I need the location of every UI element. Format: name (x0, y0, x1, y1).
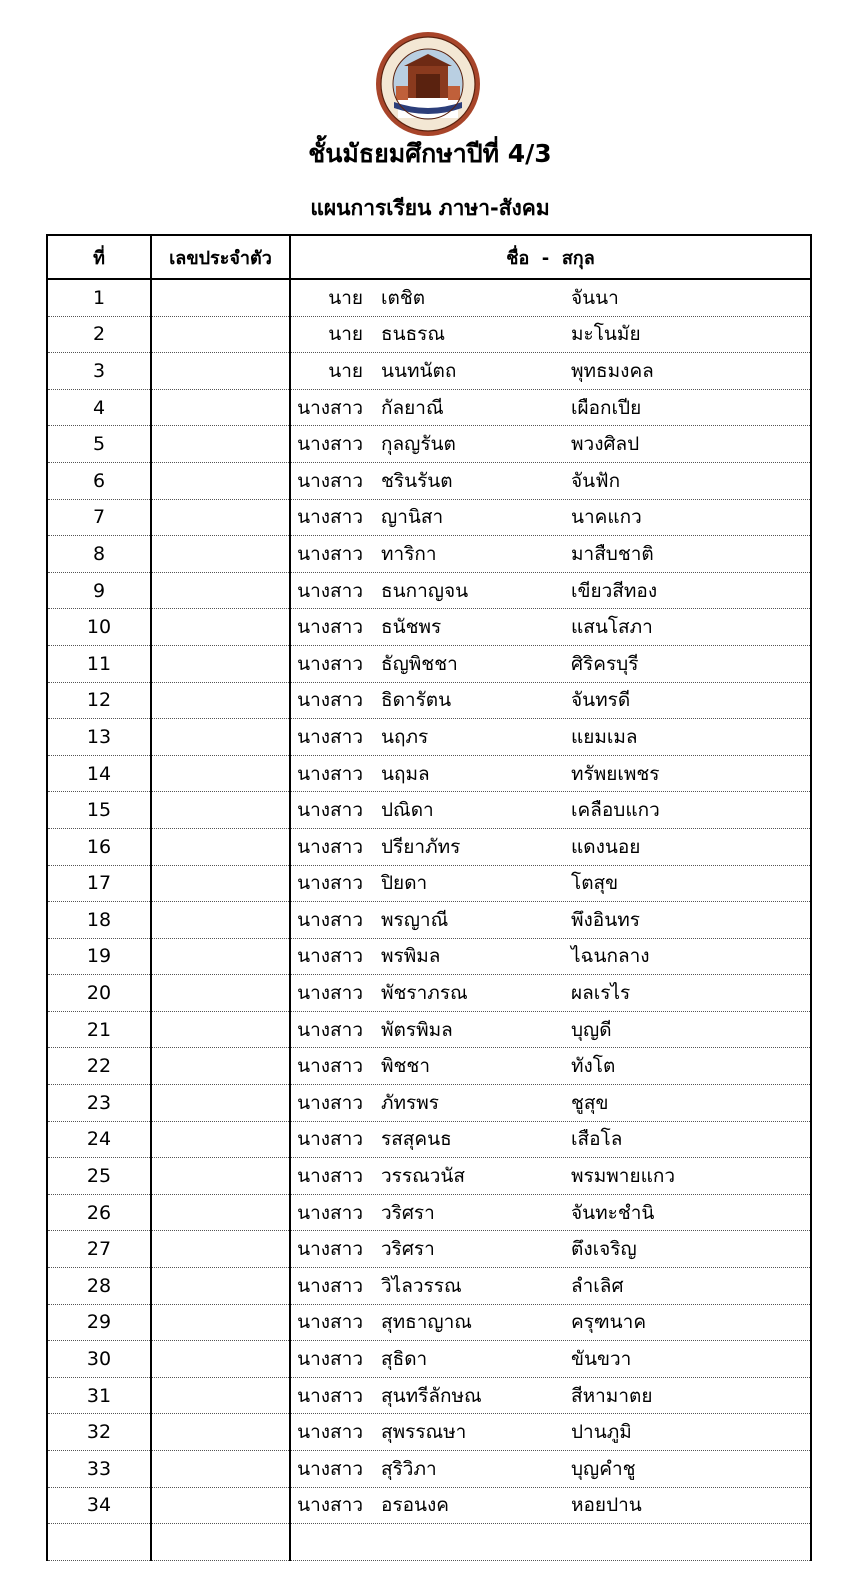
page-title: ชั้นมัธยมศึกษาปีที่ 4/3 (308, 139, 552, 168)
first-name: ชรินรันต (381, 469, 453, 492)
row-number: 13 (47, 719, 151, 756)
row-number: 14 (47, 755, 151, 792)
first-name: ธิดารัตน (381, 689, 452, 712)
name-cell (290, 1451, 811, 1488)
table-row (47, 1231, 811, 1268)
page-subtitle: แผนการเรียน ภาษา-สังคม (310, 196, 550, 220)
row-number: 31 (47, 1377, 151, 1414)
first-name: ธนัชพร (381, 616, 442, 639)
name-cell (290, 792, 811, 829)
name-prefix: นางสาว (297, 616, 363, 639)
name-prefix: นาย (328, 323, 363, 346)
name-cell (290, 572, 811, 609)
table-header-row (47, 235, 811, 279)
last-name: จันทะชำนิ (571, 1201, 655, 1224)
first-name: ธัญพิชชา (381, 652, 458, 675)
student-id-cell (151, 1121, 290, 1158)
name-prefix: นางสาว (297, 1494, 363, 1517)
row-number: 7 (47, 499, 151, 536)
name-prefix: นางสาว (297, 469, 363, 492)
row-number: 19 (47, 938, 151, 975)
last-name: ชูสุข (571, 1091, 609, 1114)
student-id-cell (151, 1377, 290, 1414)
first-name: พิชชา (381, 1055, 430, 1078)
name-prefix: นางสาว (297, 1018, 363, 1041)
name-prefix: นางสาว (297, 652, 363, 675)
name-prefix: นางสาว (297, 982, 363, 1005)
student-id-cell (151, 1304, 290, 1341)
first-name: ภัทรพร (381, 1091, 439, 1114)
row-number: 3 (47, 353, 151, 390)
first-name: ญานิสา (381, 506, 444, 529)
student-id-cell (151, 719, 290, 756)
table-row (47, 462, 811, 499)
table-row (47, 426, 811, 463)
name-cell (290, 389, 811, 426)
student-id-cell (151, 1268, 290, 1305)
last-name: เขียวสีทอง (571, 579, 658, 602)
table-row (47, 1304, 811, 1341)
name-cell (290, 426, 811, 463)
name-prefix: นางสาว (297, 396, 363, 419)
last-name: ทรัพยเพชร (571, 762, 660, 785)
last-name: มะโนมัย (571, 323, 641, 346)
name-prefix: นาย (328, 286, 363, 309)
first-name: เตชิต (381, 286, 426, 309)
name-prefix: นางสาว (297, 1055, 363, 1078)
last-name: ปานภูมิ (571, 1421, 632, 1444)
first-name: สุนทรีลักษณ (381, 1384, 482, 1407)
last-name: บุญคำชู (571, 1457, 636, 1480)
row-number: 24 (47, 1121, 151, 1158)
first-name: นนทนัตถ (381, 359, 457, 382)
student-id-cell (151, 1414, 290, 1451)
table-row (47, 1414, 811, 1451)
name-prefix: นางสาว (297, 1311, 363, 1334)
name-prefix: นางสาว (297, 799, 363, 822)
row-number: 18 (47, 902, 151, 939)
first-name: สุพรรณษา (381, 1421, 467, 1444)
name-prefix: นางสาว (297, 945, 363, 968)
name-cell (290, 1341, 811, 1378)
name-prefix: นางสาว (297, 506, 363, 529)
student-id-cell (151, 1048, 290, 1085)
last-name: พึงอินทร (571, 908, 640, 931)
last-name: จันทรดี (571, 689, 631, 712)
name-cell (290, 1377, 811, 1414)
name-cell (290, 828, 811, 865)
name-cell (290, 645, 811, 682)
last-name: โตสุข (571, 872, 619, 895)
student-roster-table (46, 234, 812, 1561)
student-id-cell (151, 938, 290, 975)
row-number: 1 (47, 279, 151, 316)
name-cell (290, 1414, 811, 1451)
name-prefix: นางสาว (297, 872, 363, 895)
table-row (47, 389, 811, 426)
first-name: รสสุคนธ (381, 1128, 452, 1151)
last-name: พรมพายแกว (571, 1165, 675, 1188)
name-prefix: นางสาว (297, 1274, 363, 1297)
name-cell (290, 902, 811, 939)
first-name: นฤมล (381, 762, 430, 785)
table-row (47, 1048, 811, 1085)
name-prefix: นางสาว (297, 1384, 363, 1407)
name-prefix: นางสาว (297, 579, 363, 602)
table-row (47, 1451, 811, 1488)
table-row (47, 828, 811, 865)
name-cell (290, 609, 811, 646)
last-name: จันฟัก (571, 469, 621, 492)
table-row (47, 536, 811, 573)
header-no: ที่ (47, 235, 151, 279)
name-cell (290, 975, 811, 1012)
name-prefix: นางสาว (297, 762, 363, 785)
table-row (47, 499, 811, 536)
name-cell (290, 462, 811, 499)
last-name: หอยปาน (571, 1494, 642, 1517)
name-cell (290, 938, 811, 975)
student-id-cell (151, 572, 290, 609)
name-prefix: นางสาว (297, 542, 363, 565)
first-name: วรรณวนัส (381, 1165, 465, 1188)
last-name: มาสืบชาติ (571, 542, 654, 565)
last-name: ผลเรไร (571, 982, 631, 1005)
name-cell (290, 316, 811, 353)
row-number: 15 (47, 792, 151, 829)
first-name: สุธิดา (381, 1348, 428, 1371)
row-number: 28 (47, 1268, 151, 1305)
name-prefix: นางสาว (297, 433, 363, 456)
name-cell (290, 536, 811, 573)
name-cell (290, 1194, 811, 1231)
last-name: แดงนอย (571, 835, 641, 858)
student-id-cell (151, 426, 290, 463)
table-row (47, 975, 811, 1012)
first-name: สุริวิภา (381, 1457, 437, 1480)
student-id-cell (151, 1194, 290, 1231)
student-id-cell (151, 828, 290, 865)
table-row (47, 1158, 811, 1195)
row-number: 17 (47, 865, 151, 902)
table-row (47, 755, 811, 792)
row-number: 12 (47, 682, 151, 719)
table-row (47, 1121, 811, 1158)
name-cell (290, 499, 811, 536)
first-name: ทาริกา (381, 542, 437, 565)
row-number: 10 (47, 609, 151, 646)
student-id-cell (151, 389, 290, 426)
last-name: พวงศิลป (571, 433, 640, 456)
name-cell (290, 353, 811, 390)
student-id-cell (151, 682, 290, 719)
student-id-cell (151, 499, 290, 536)
last-name: ศิริครบุรี (571, 652, 639, 675)
last-name: ครุฑนาค (571, 1311, 647, 1334)
name-prefix: นางสาว (297, 1348, 363, 1371)
first-name: ปิยดา (381, 872, 428, 895)
name-prefix: นางสาว (297, 689, 363, 712)
table-row (47, 1085, 811, 1122)
name-cell (290, 1268, 811, 1305)
student-id-cell (151, 902, 290, 939)
row-number (47, 1524, 151, 1561)
name-cell (290, 1304, 811, 1341)
row-number: 32 (47, 1414, 151, 1451)
name-cell (290, 1085, 811, 1122)
row-number: 9 (47, 572, 151, 609)
name-prefix: นางสาว (297, 1201, 363, 1224)
name-prefix: นางสาว (297, 835, 363, 858)
last-name: แยมเมล (571, 725, 638, 748)
first-name: พรพิมล (381, 945, 441, 968)
last-name: ลำเลิศ (571, 1274, 624, 1297)
row-number: 4 (47, 389, 151, 426)
last-name: จันนา (571, 286, 619, 309)
name-prefix: นางสาว (297, 908, 363, 931)
student-id-cell (151, 536, 290, 573)
row-number: 5 (47, 426, 151, 463)
name-cell (290, 755, 811, 792)
name-prefix: นางสาว (297, 1091, 363, 1114)
first-name: วิไลวรรณ (381, 1274, 462, 1297)
first-name: กัลยาณี (381, 396, 444, 419)
first-name: วริศรา (381, 1201, 435, 1224)
row-number: 11 (47, 645, 151, 682)
table-row (47, 719, 811, 756)
name-cell (290, 1231, 811, 1268)
first-name: ปรียาภัทร (381, 835, 461, 858)
table-row (47, 572, 811, 609)
first-name: อรอนงค (381, 1494, 450, 1517)
row-number: 27 (47, 1231, 151, 1268)
last-name: ไฉนกลาง (571, 945, 650, 968)
table-row (47, 279, 811, 316)
table-row (47, 1377, 811, 1414)
student-id-cell (151, 1341, 290, 1378)
row-number: 21 (47, 1011, 151, 1048)
first-name: พรญาณี (381, 908, 449, 931)
name-cell (290, 865, 811, 902)
last-name: ทังโต (571, 1055, 616, 1078)
student-id-cell (151, 1011, 290, 1048)
row-number: 29 (47, 1304, 151, 1341)
last-name: พุทธมงคล (571, 359, 654, 382)
last-name: เคลือบแกว (571, 799, 660, 822)
table-row (47, 645, 811, 682)
name-cell (290, 1487, 811, 1524)
name-prefix: นาย (328, 359, 363, 382)
first-name: ธนธรณ (381, 323, 446, 346)
student-id-cell (151, 865, 290, 902)
last-name: แสนโสภา (571, 616, 653, 639)
row-number: 33 (47, 1451, 151, 1488)
table-row (47, 316, 811, 353)
table-row (47, 353, 811, 390)
name-prefix: นางสาว (297, 1238, 363, 1261)
row-number: 30 (47, 1341, 151, 1378)
student-id-cell (151, 279, 290, 316)
first-name: ปณิดา (381, 799, 434, 822)
header-name: ชื่อ - สกุล (290, 235, 811, 279)
student-id-cell (151, 462, 290, 499)
last-name: ขันขวา (571, 1348, 632, 1371)
name-cell (290, 1011, 811, 1048)
table-row (47, 902, 811, 939)
table-row (47, 1194, 811, 1231)
student-id-cell (151, 755, 290, 792)
student-id-cell (151, 353, 290, 390)
student-id-cell (151, 1085, 290, 1122)
student-id-cell (151, 609, 290, 646)
first-name: สุทธาญาณ (381, 1311, 472, 1334)
name-cell (290, 1158, 811, 1195)
row-number: 6 (47, 462, 151, 499)
table-row (47, 1011, 811, 1048)
table-row (47, 1341, 811, 1378)
student-id-cell (151, 1451, 290, 1488)
row-number: 8 (47, 536, 151, 573)
row-number: 25 (47, 1158, 151, 1195)
table-row (47, 1487, 811, 1524)
first-name: พัตรพิมล (381, 1018, 453, 1041)
name-cell (290, 1524, 811, 1561)
row-number: 22 (47, 1048, 151, 1085)
table-row (47, 865, 811, 902)
name-cell (290, 682, 811, 719)
student-id-cell (151, 645, 290, 682)
row-number: 16 (47, 828, 151, 865)
name-cell (290, 1121, 811, 1158)
name-cell (290, 719, 811, 756)
student-id-cell (151, 792, 290, 829)
row-number: 23 (47, 1085, 151, 1122)
name-prefix: นางสาว (297, 1421, 363, 1444)
first-name: กุลญรันต (381, 433, 456, 456)
name-prefix: นางสาว (297, 1128, 363, 1151)
table-row (47, 792, 811, 829)
header-student-id: เลขประจำตัว (151, 235, 290, 279)
row-number: 2 (47, 316, 151, 353)
last-name: เผือกเปีย (571, 396, 642, 419)
name-prefix: นางสาว (297, 1457, 363, 1480)
table-row (47, 1268, 811, 1305)
first-name: ธนกาญจน (381, 579, 469, 602)
row-number: 26 (47, 1194, 151, 1231)
name-prefix: นางสาว (297, 725, 363, 748)
last-name: ตึงเจริญ (571, 1238, 637, 1261)
first-name: นฤภร (381, 725, 429, 748)
table-row (47, 609, 811, 646)
last-name: บุญดี (571, 1018, 612, 1041)
name-cell (290, 279, 811, 316)
student-id-cell (151, 975, 290, 1012)
table-row (47, 1524, 811, 1561)
student-id-cell (151, 1524, 290, 1561)
last-name: เสือโล (571, 1128, 623, 1151)
student-id-cell (151, 1487, 290, 1524)
table-row (47, 682, 811, 719)
school-seal-logo (374, 30, 482, 138)
student-id-cell (151, 316, 290, 353)
table-row (47, 938, 811, 975)
first-name: พัชราภรณ (381, 982, 468, 1005)
row-number: 20 (47, 975, 151, 1012)
student-id-cell (151, 1158, 290, 1195)
name-prefix: นางสาว (297, 1165, 363, 1188)
first-name: วริศรา (381, 1238, 435, 1261)
last-name: นาคแกว (571, 506, 642, 529)
name-cell (290, 1048, 811, 1085)
last-name: สีหามาตย (571, 1384, 653, 1407)
student-id-cell (151, 1231, 290, 1268)
row-number: 34 (47, 1487, 151, 1524)
